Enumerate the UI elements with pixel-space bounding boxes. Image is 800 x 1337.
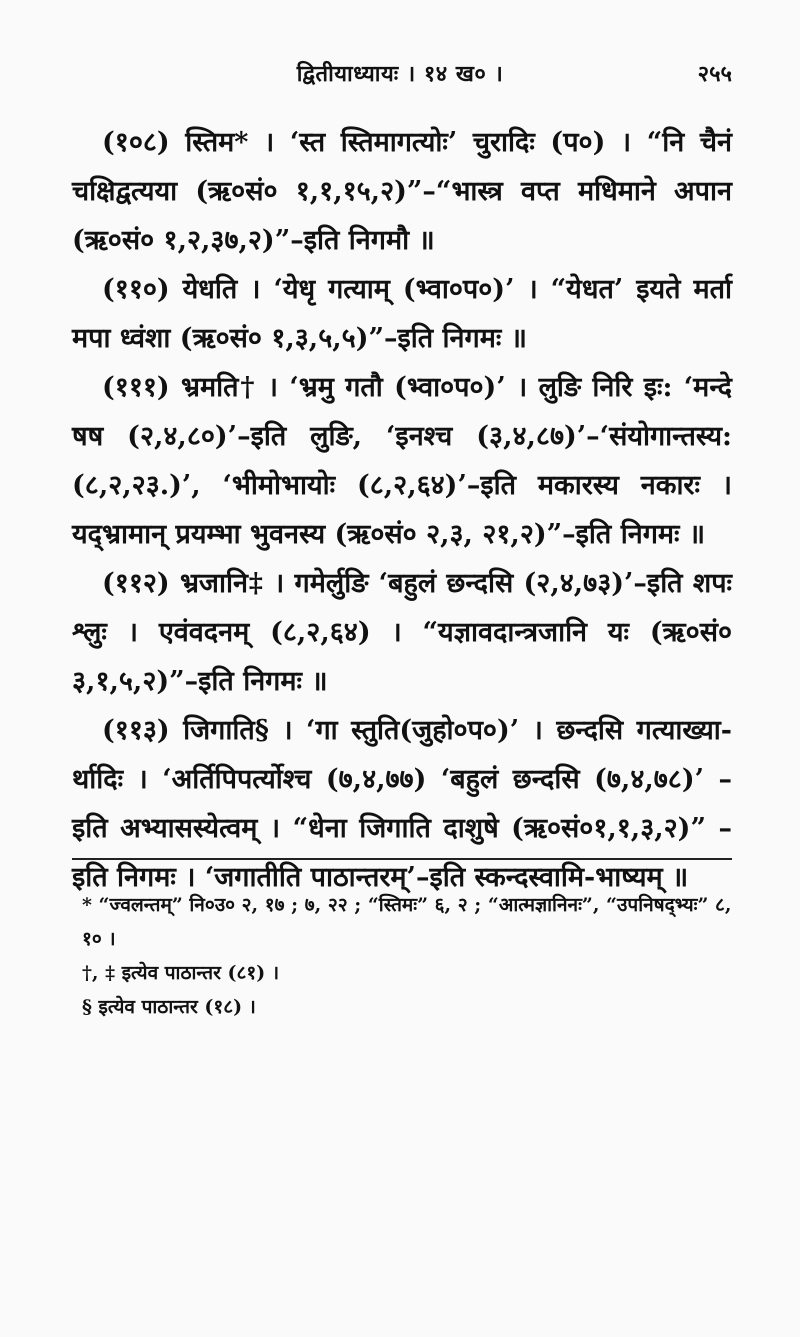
page-header bbox=[0, 58, 800, 98]
paragraph-111-yedhati: (११०) येधति । ‘येधृ गत्याम् (भ्वा०प०)’ । “येधत’ इयते मर्ता मपा ध्वंशा (ऋ०सं० १,३,५,५)”–इति निगमः ॥ bbox=[72, 274, 732, 354]
page-number: २५५ bbox=[697, 61, 732, 87]
paragraph-112-bhramati: (१११) भ्रमति† । ‘भ्रमु गतौ (भ्वा०प०)’ । लुङि निरि इः: ‘मन्दे षष (२,४,८०)’–इति लुङि, ‘इनश्च (३,४,८७)’–‘संयोगान्तस्य: (८,२,२३.)’, ‘भीमोभायोः (८,२,६४)’–इति मकारस्य नकारः । यद्भ्रामान् प्रयम्भा भुवनस्य (ऋ०सं० २,३, २१,२)”–इति निगमः ॥ bbox=[72, 372, 732, 550]
main-text bbox=[72, 118, 732, 902]
footnote-divider bbox=[72, 858, 732, 860]
footnote-item: § इत्येव पाठान्तर (१८) । bbox=[82, 996, 256, 1018]
footnote-item: * “ज्वलन्तम्” नि०उ० २, १७ ; ७, २२ ; “स्तिमः” ६, २ ; “आत्मज्ञानिनः”, “उपनिषद्भ्यः” ८, १० । bbox=[82, 894, 732, 950]
paragraph-113-bhrajani: (११२) भ्रजानि‡ । गमेर्लुङि ‘बहुलं छन्दसि (२,४,७३)’–इति शपः श्लुः । एवंवदनम् (८,२,६४) । “यज्ञावदान्त्रजानि यः (ऋ०सं० ३,१,५,२)”–इति निगमः ॥ bbox=[72, 568, 732, 697]
paragraph-114-jigati: (११३) जिगाति§ । ‘गा स्तुति(जुहो०प०)’ । छन्दसि गत्याख्या-र्थादिः । ‘अर्तिपिपर्त्योश्च (७,४,७७) ‘बहुलं छन्दसि (७,४,७८)’ –इति अभ्यासस्येत्वम् । “धेना जिगाति दाशुषे (ऋ०सं०१,१,३,२)” –इति निगमः । ‘जगातीति पाठान्तरम्’–इति स्कन्दस्वामि-भाष्यम् ॥ bbox=[72, 715, 732, 893]
footnotes bbox=[82, 888, 732, 1024]
footnote-item: †, ‡ इत्येव पाठान्तर (८१) । bbox=[82, 962, 280, 984]
paragraph-110-stim: (१०८) स्तिम* । ‘स्त स्तिमागत्योः’ चुरादिः (प०) । “नि चैनं चक्षिद्वत्यया (ऋ०सं० १,१,१५,२)”–“भास्त्र वप्त मधिमाने अपान (ऋ०सं० १,२,३७,२)”–इति निगमौ ॥ bbox=[72, 127, 732, 256]
running-title: द्वितीयाध्यायः । १४ ख० । bbox=[296, 61, 504, 87]
